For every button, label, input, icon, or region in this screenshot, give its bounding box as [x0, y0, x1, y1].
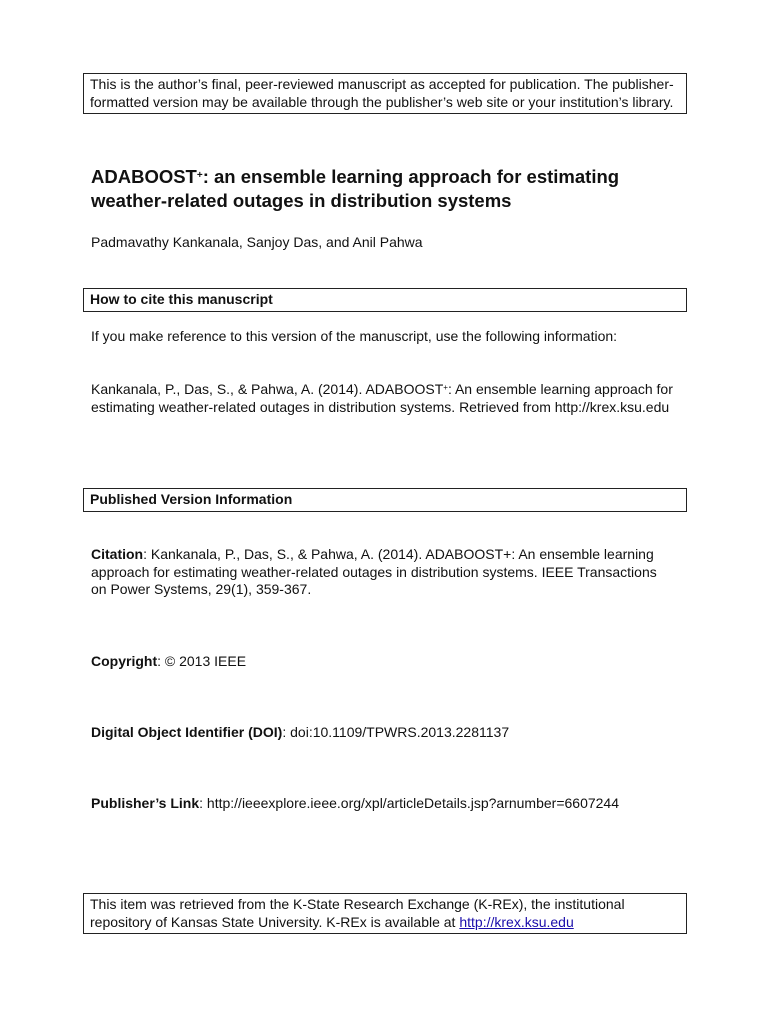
publisher-link-entry — [91, 795, 619, 813]
doi-entry — [91, 724, 509, 742]
citation-text: : Kankanala, P., Das, S., & Pahwa, A. (2014). ADABOOST+: An ensemble learning approach for estimating weather-related outages in distribution systems. IEEE Transactions on Power Systems, 29(1), 359-367. — [91, 546, 657, 597]
cite-reference-part2: : An ensemble learning approach for estimating weather-related outages in distribution systems. Retrieved from http://krex.ksu.edu — [91, 381, 673, 415]
title-rest: : an ensemble learning approach for estimating weather-related outages in distribution systems — [91, 166, 620, 211]
author-list: Padmavathy Kankanala, Sanjoy Das, and Anil Pahwa — [91, 234, 423, 250]
cite-heading-box — [83, 288, 687, 312]
manuscript-notice-text: This is the author’s final, peer-reviewed manuscript as accepted for publication. The publisher-formatted version may be available through the publisher’s web site or your institution’s library. — [90, 76, 674, 110]
cite-reference-part1: Kankanala, P., Das, S., & Pahwa, A. (2014). ADABOOST — [91, 381, 444, 397]
cite-intro: If you make reference to this version of the manuscript, use the following information: — [91, 328, 618, 344]
title-main: ADABOOST — [91, 166, 197, 187]
title-superscript: + — [196, 170, 203, 181]
krex-footer-text: This item was retrieved from the K-State Research Exchange (K-REx), the institutional repository of Kansas State University. K-REx is available at — [90, 896, 625, 930]
doi-text: : doi:10.1109/TPWRS.2013.2281137 — [282, 724, 510, 740]
published-heading: Published Version Information — [90, 491, 293, 507]
cite-reference — [91, 381, 681, 416]
krex-link[interactable]: http://krex.ksu.edu — [459, 913, 574, 930]
cite-heading: How to cite this manuscript — [90, 291, 273, 307]
copyright-entry — [91, 653, 246, 671]
publisher-link-label: Publisher’s Link — [91, 795, 200, 811]
publisher-link-text: : http://ieeexplore.ieee.org/xpl/articleDetails.jsp?arnumber=6607244 — [199, 795, 620, 811]
copyright-text: : © 2013 IEEE — [157, 653, 247, 669]
manuscript-notice-box — [83, 73, 687, 114]
citation-entry — [91, 546, 661, 599]
citation-label: Citation — [91, 546, 144, 562]
doi-label: Digital Object Identifier (DOI) — [91, 724, 283, 740]
copyright-label: Copyright — [91, 653, 158, 669]
cite-reference-superscript: + — [443, 383, 448, 392]
published-heading-box — [83, 488, 687, 512]
paper-title — [91, 165, 691, 212]
krex-footer-box — [83, 893, 687, 934]
